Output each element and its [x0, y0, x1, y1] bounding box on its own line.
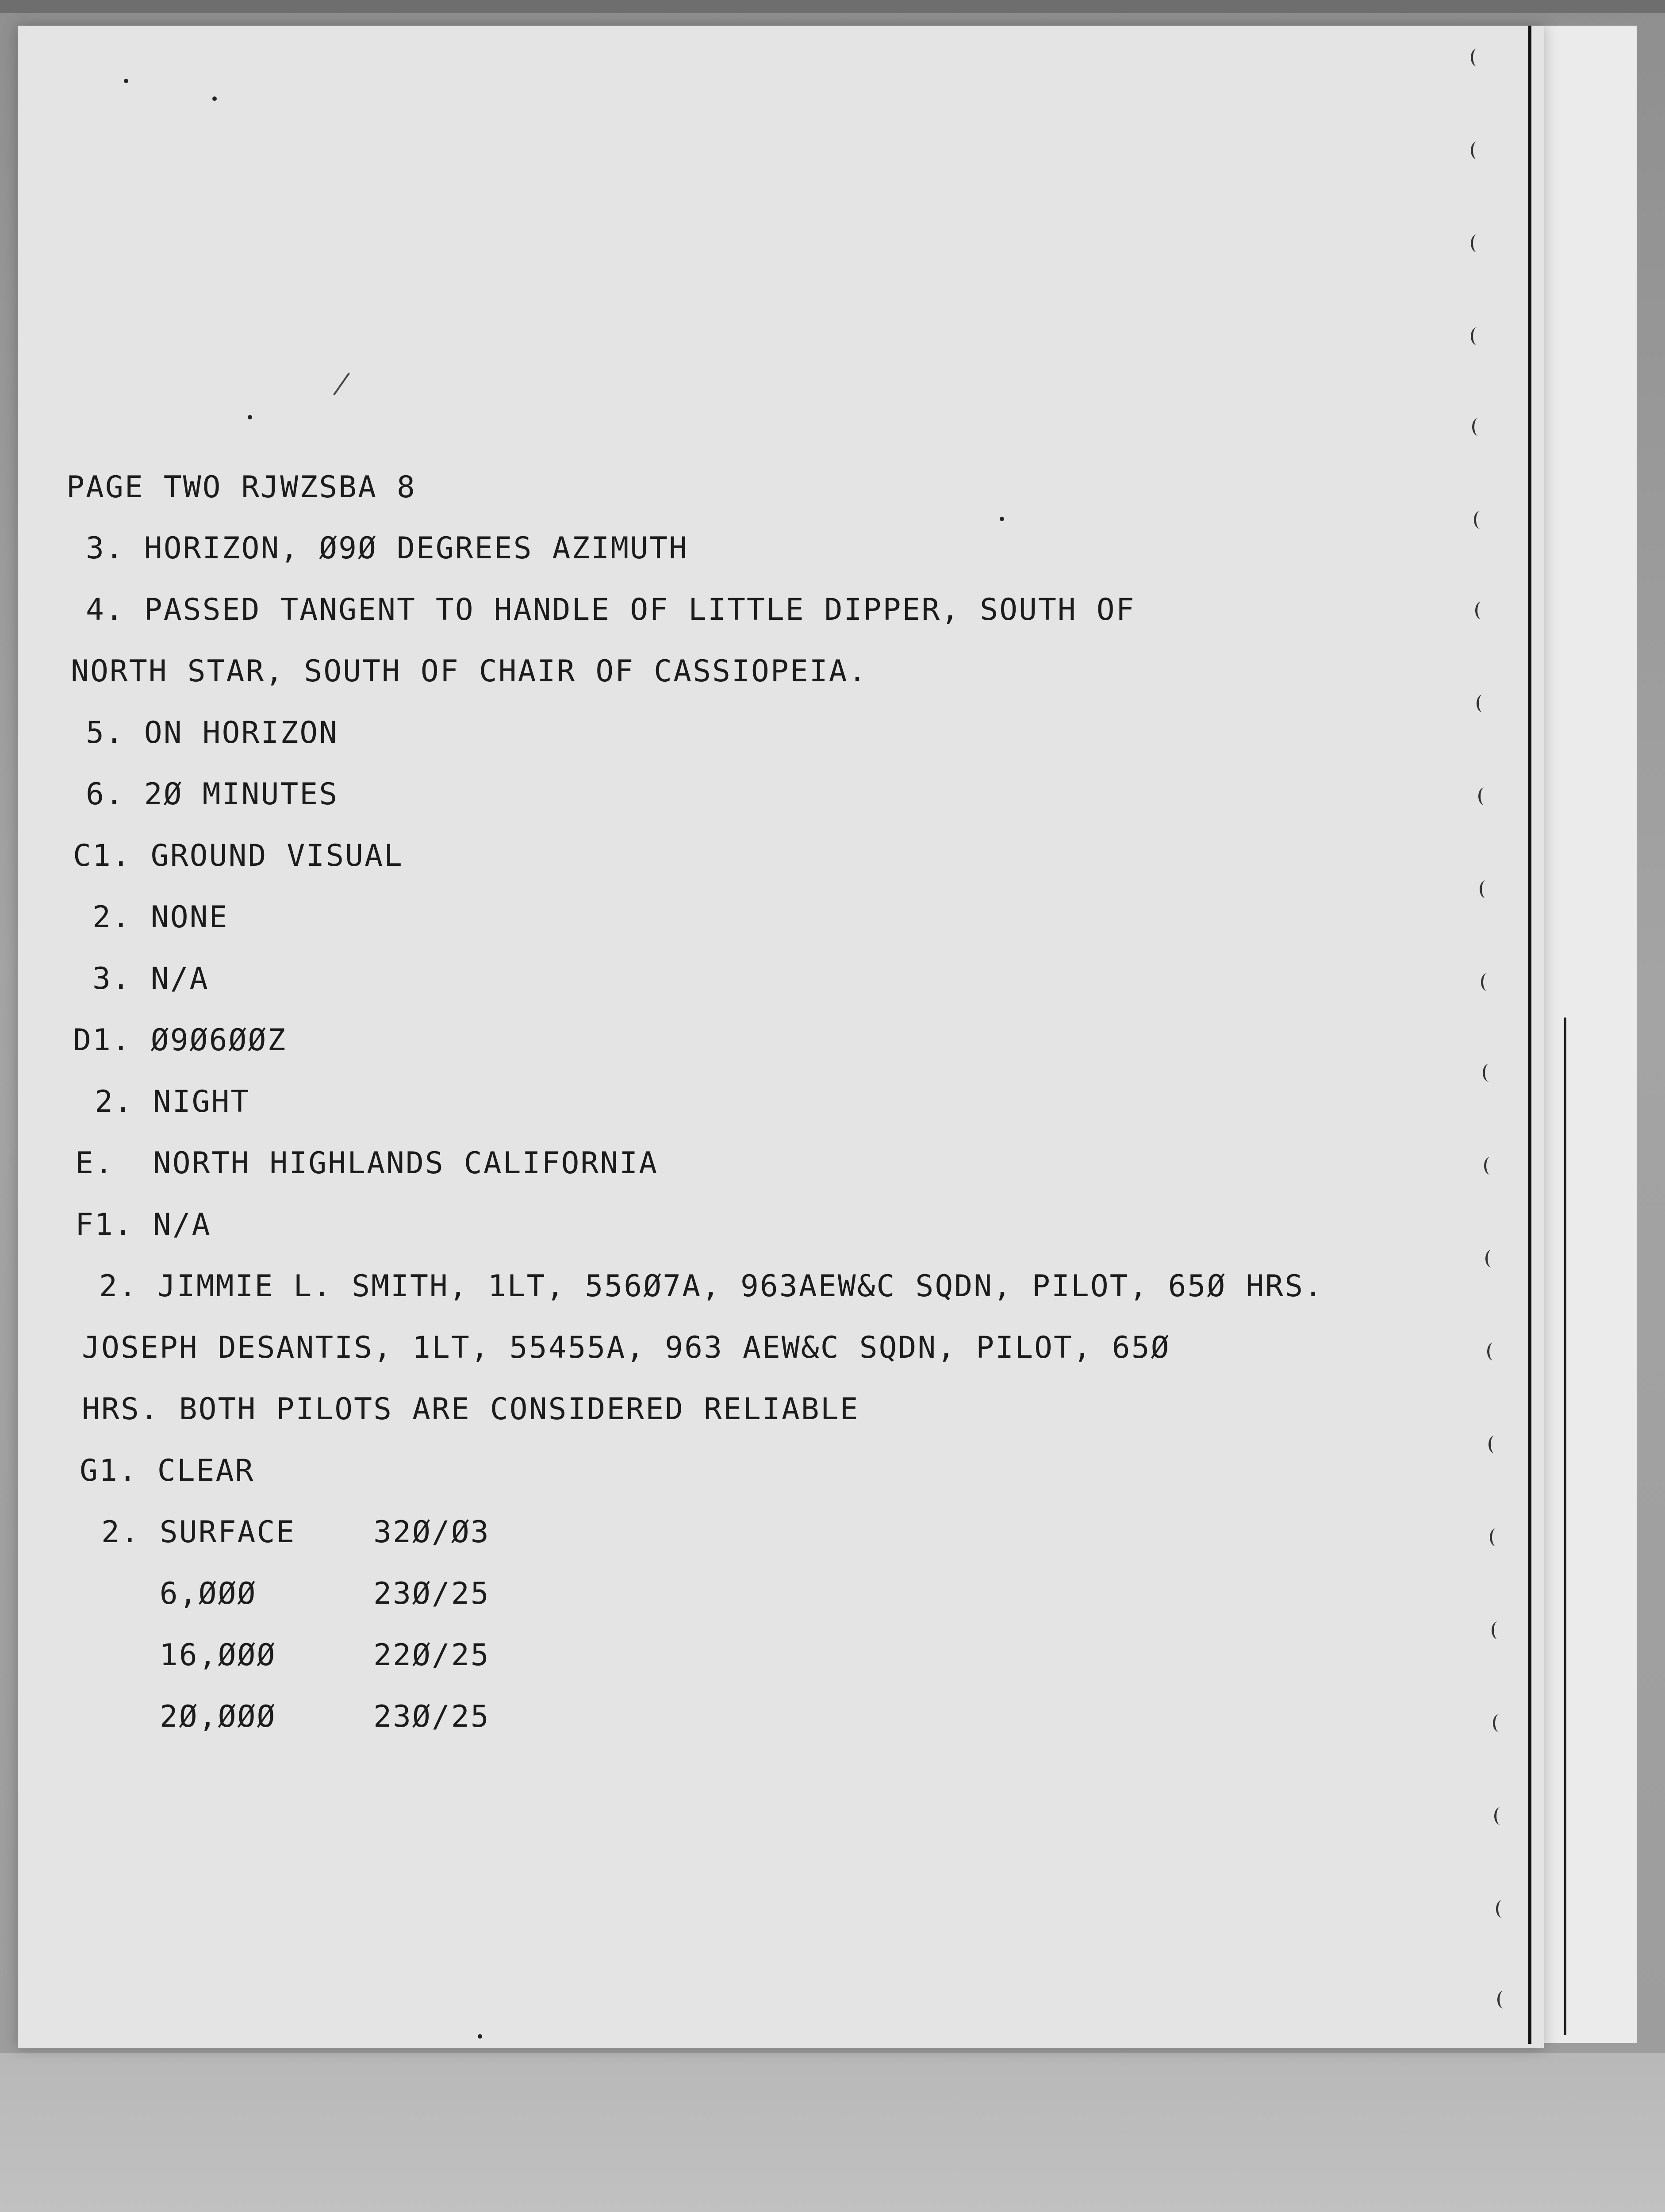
feed-hole-icon — [1484, 1157, 1496, 1175]
feed-hole-icon — [1474, 511, 1486, 529]
feed-hole-icon — [1471, 49, 1483, 66]
top-edge — [0, 0, 1665, 13]
line-f2-cont1: JOSEPH DESANTIS, 1LT, 55455A, 963 AEW&C SQDN, PILOT, 65Ø — [82, 1330, 1170, 1365]
line-c1: C1. GROUND VISUAL — [73, 838, 403, 873]
line-b4-cont: NORTH STAR, SOUTH OF CHAIR OF CASSIOPEIA. — [71, 654, 868, 689]
feed-hole-icon — [1481, 973, 1493, 991]
feed-hole-icon — [1477, 695, 1489, 712]
feed-hole-icon — [1471, 234, 1483, 252]
feed-hole-icon — [1493, 1714, 1505, 1732]
line-f2: 2. JIMMIE L. SMITH, 1LT, 556Ø7A, 963AEW&C SQDN, PILOT, 65Ø HRS. — [80, 1269, 1324, 1304]
line-g1: G1. CLEAR — [80, 1453, 255, 1488]
page-header: PAGE TWO RJWZSBA 8 — [66, 470, 416, 505]
lower-blank-area — [0, 2053, 1665, 2212]
teletype-page — [18, 26, 1544, 2048]
ink-speck — [124, 79, 128, 83]
line-b4: 4. PASSED TANGENT TO HANDLE OF LITTLE DIPPER, SOUTH OF — [66, 592, 1136, 627]
line-b5: 5. ON HORIZON — [66, 715, 339, 750]
line-d1: D1. Ø9Ø6ØØZ — [73, 1023, 287, 1058]
line-d2: 2. NIGHT — [75, 1084, 250, 1119]
feed-hole-icon — [1478, 787, 1490, 805]
feed-hole-icon — [1480, 880, 1492, 898]
line-c2: 2. NONE — [73, 900, 229, 935]
line-b3: 3. HORIZON, Ø9Ø DEGREES AZIMUTH — [66, 531, 689, 566]
feed-hole-icon — [1497, 1991, 1509, 2008]
feed-hole-icon — [1492, 1621, 1504, 1639]
line-f2-cont2: HRS. BOTH PILOTS ARE CONSIDERED RELIABLE — [82, 1392, 859, 1427]
pencil-mark — [333, 373, 350, 395]
feed-hole-icon — [1494, 1807, 1506, 1825]
line-g2: 2. SURFACE 32Ø/Ø3 — [82, 1515, 490, 1550]
line-e: E. NORTH HIGHLANDS CALIFORNIA — [75, 1146, 659, 1181]
line-b6: 6. 2Ø MINUTES — [66, 777, 339, 812]
feed-hole-icon — [1471, 327, 1483, 345]
margin-rule-secondary — [1564, 1018, 1566, 2035]
ink-speck — [478, 2034, 482, 2039]
line-g2-row2: 6,ØØØ 23Ø/25 — [82, 1576, 490, 1611]
feed-hole-icon — [1471, 142, 1483, 159]
right-margin-strip — [1535, 26, 1637, 2043]
feed-hole-icon — [1489, 1436, 1500, 1453]
line-g2-row4: 2Ø,ØØØ 23Ø/25 — [82, 1699, 490, 1734]
ink-speck — [212, 96, 217, 101]
ink-speck — [1000, 517, 1004, 521]
feed-hole-icon — [1472, 418, 1484, 436]
feed-hole-icon — [1490, 1528, 1502, 1546]
feed-hole-icon — [1485, 1250, 1497, 1267]
line-g2-row3: 16,ØØØ 22Ø/25 — [82, 1638, 490, 1673]
feed-hole-icon — [1475, 602, 1487, 619]
feed-hole-icon — [1487, 1343, 1499, 1360]
ink-speck — [248, 415, 252, 419]
feed-hole-icon — [1483, 1064, 1495, 1082]
line-c3: 3. N/A — [73, 961, 209, 996]
margin-rule — [1528, 26, 1531, 2044]
feed-hole-icon — [1496, 1900, 1508, 1918]
line-f1: F1. N/A — [75, 1207, 211, 1242]
